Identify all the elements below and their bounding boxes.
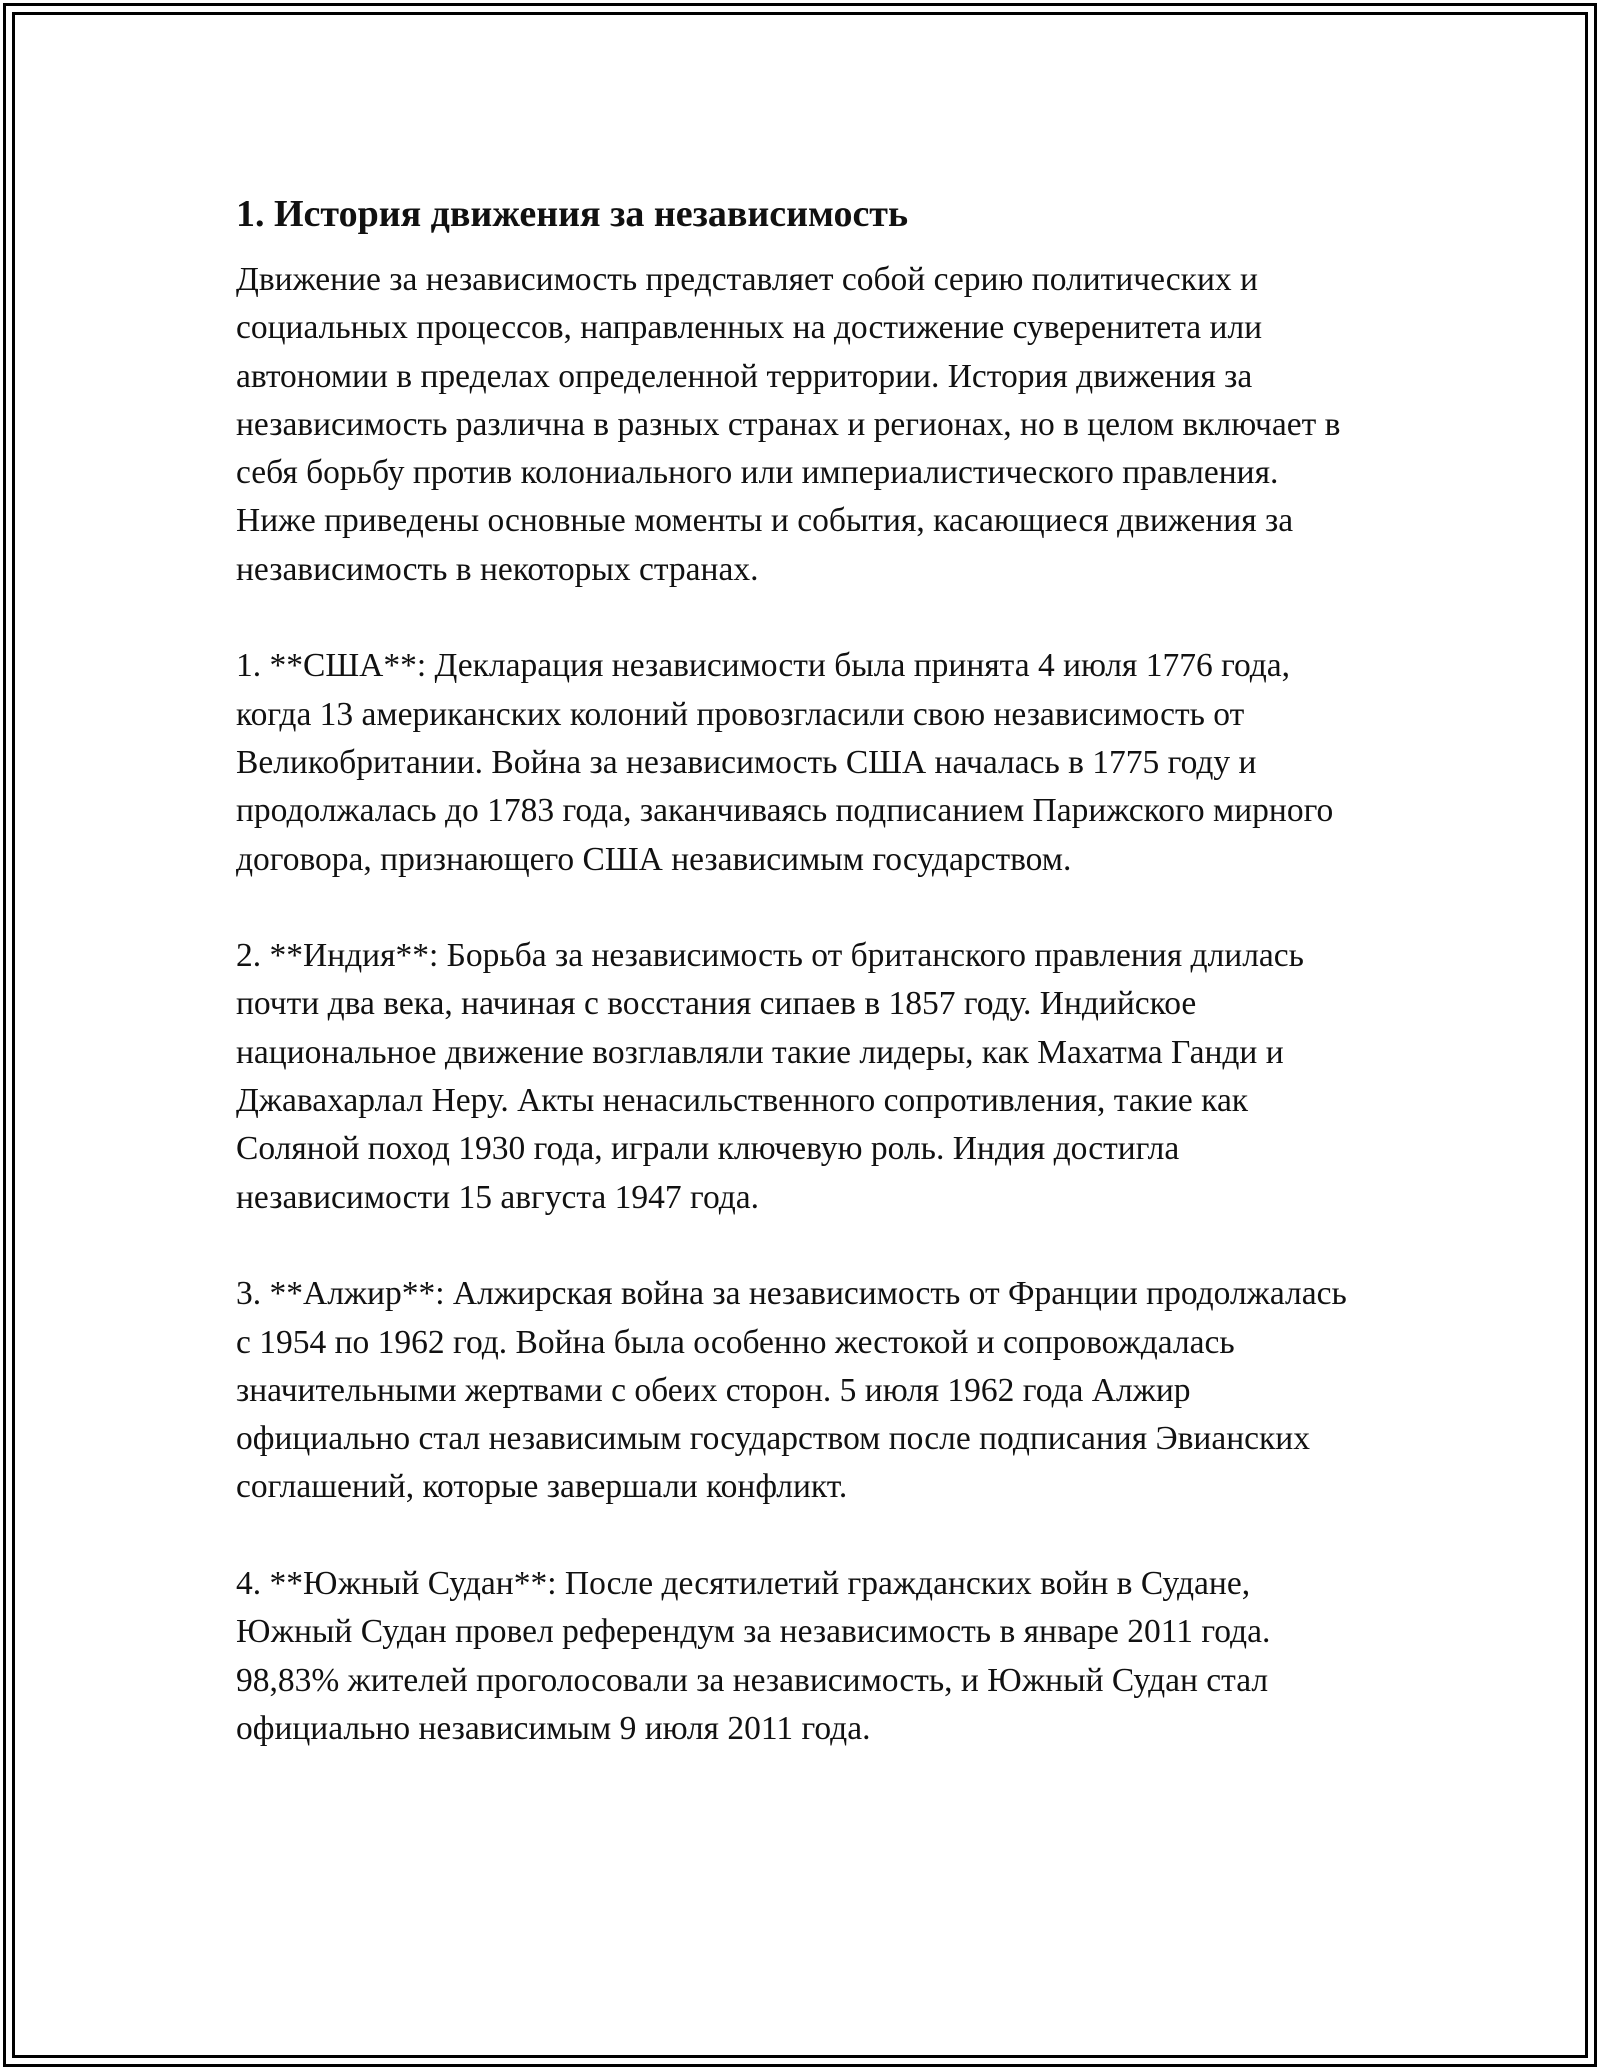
usa-paragraph: 1. **США**: Декларация независимости была принята 4 июля 1776 года, когда 13 американских колоний провозгласили свою независимость от Великобритании. Война за независимость США началась в 1775 году и продолжалась до 1783 года, заканчиваясь подписанием Парижского мирного договора, признающего США независимым государством. [236, 647, 1334, 878]
document-body [236, 186, 1366, 1802]
india-paragraph: 2. **Индия**: Борьба за независимость от британского правления длилась почти два века, начиная с восстания сипаев в 1857 году. Индийское национальное движение возглавляли такие лидеры, как Махатма Ганди и Джавахарлал Неру. Акты ненасильственного сопротивления, такие как Соляной поход 1930 года, играли ключевую роль. Индия достигла независимости 15 августа 1947 года. [236, 937, 1304, 1216]
algeria-paragraph: 3. **Алжир**: Алжирская война за независимость от Франции продолжалась с 1954 по 1962 год. Война была особенно жестокой и сопровождалась значительными жертвами с обеих сторон. 5 июля 1962 года Алжир официально стал независимым государством после подписания Эвианских соглашений, которые завершали конфликт. [236, 1275, 1347, 1506]
section-heading: 1. История движения за независимость [236, 193, 909, 235]
intro-paragraph: Движение за независимость представляет собой серию политических и социальных процессов, направленных на достижение суверенитета или автономии в пределах определенной территории. История движения за независимость различна в разных странах и регионах, но в целом включает в себя борьбу против колониального или империалистического правления. Ниже приведены основные моменты и события, касающиеся движения за независимость в некоторых странах. [236, 261, 1341, 588]
south-sudan-paragraph: 4. **Южный Судан**: После десятилетий гражданских войн в Судане, Южный Судан провел референдум за независимость в январе 2011 года. 98,83% жителей проголосовали за независимость, и Южный Судан стал официально независимым 9 июля 2011 года. [236, 1565, 1271, 1747]
